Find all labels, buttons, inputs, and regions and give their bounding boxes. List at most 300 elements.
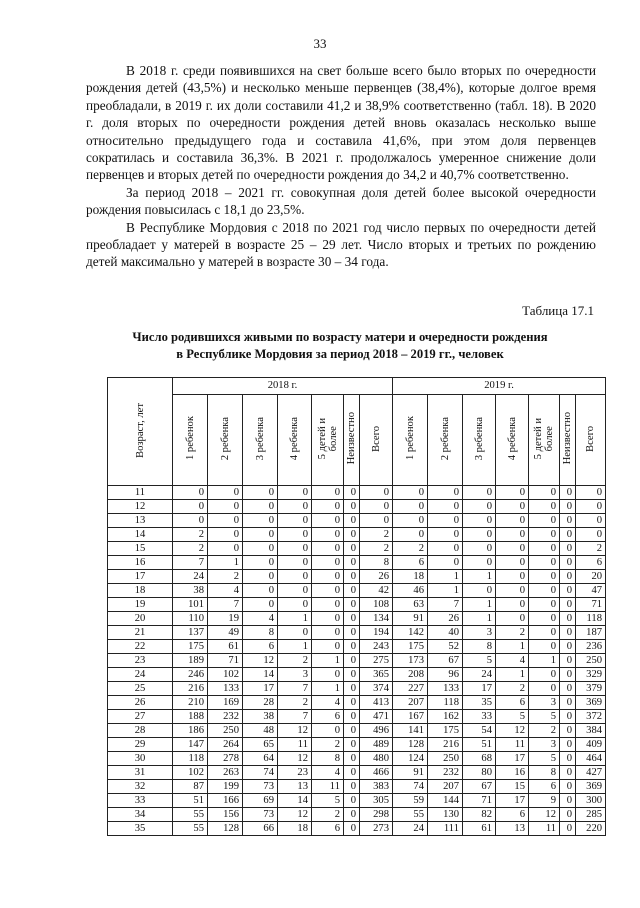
value-cell: 216	[428, 738, 463, 752]
table-row	[108, 500, 606, 514]
value-cell: 73	[243, 780, 278, 794]
value-cell: 49	[208, 626, 243, 640]
value-cell: 1	[312, 682, 344, 696]
value-cell: 250	[576, 654, 606, 668]
value-cell: 7	[278, 710, 312, 724]
value-cell: 0	[529, 542, 560, 556]
table-row	[108, 738, 606, 752]
value-cell: 0	[576, 528, 606, 542]
value-cell: 0	[312, 598, 344, 612]
value-cell: 47	[576, 584, 606, 598]
value-cell: 0	[428, 528, 463, 542]
value-cell: 38	[173, 584, 208, 598]
value-cell: 2	[360, 528, 393, 542]
value-cell: 0	[344, 696, 360, 710]
value-cell: 0	[344, 682, 360, 696]
value-cell: 0	[312, 612, 344, 626]
value-cell: 133	[428, 682, 463, 696]
column-header	[529, 395, 560, 486]
table-row	[108, 542, 606, 556]
value-cell: 0	[173, 500, 208, 514]
value-cell: 1	[529, 654, 560, 668]
value-cell: 379	[576, 682, 606, 696]
value-cell: 0	[344, 584, 360, 598]
value-cell: 0	[243, 570, 278, 584]
value-cell: 71	[208, 654, 243, 668]
value-cell: 0	[463, 528, 496, 542]
age-cell: 27	[108, 710, 173, 724]
value-cell: 0	[393, 514, 428, 528]
value-cell: 232	[428, 766, 463, 780]
value-cell: 305	[360, 794, 393, 808]
column-header-label: Неизвестно	[562, 412, 574, 465]
value-cell: 133	[208, 682, 243, 696]
value-cell: 227	[393, 682, 428, 696]
value-cell: 12	[278, 724, 312, 738]
value-cell: 1	[496, 668, 529, 682]
value-cell: 0	[344, 570, 360, 584]
age-cell: 35	[108, 822, 173, 836]
value-cell: 51	[173, 794, 208, 808]
value-cell: 0	[496, 584, 529, 598]
value-cell: 0	[344, 780, 360, 794]
value-cell: 0	[529, 626, 560, 640]
value-cell: 0	[344, 612, 360, 626]
value-cell: 0	[496, 500, 529, 514]
age-cell: 23	[108, 654, 173, 668]
value-cell: 55	[173, 808, 208, 822]
value-cell: 0	[496, 514, 529, 528]
value-cell: 427	[576, 766, 606, 780]
age-cell: 30	[108, 752, 173, 766]
value-cell: 51	[463, 738, 496, 752]
value-cell: 74	[243, 766, 278, 780]
column-header-label: Всего	[370, 425, 382, 452]
value-cell: 285	[576, 808, 606, 822]
age-cell: 22	[108, 640, 173, 654]
value-cell: 55	[393, 808, 428, 822]
value-cell: 13	[496, 822, 529, 836]
value-cell: 298	[360, 808, 393, 822]
value-cell: 11	[529, 822, 560, 836]
value-cell: 0	[463, 584, 496, 598]
value-cell: 4	[208, 584, 243, 598]
value-cell: 0	[344, 724, 360, 738]
value-cell: 1	[496, 640, 529, 654]
value-cell: 14	[243, 668, 278, 682]
value-cell: 0	[312, 668, 344, 682]
value-cell: 0	[278, 514, 312, 528]
value-cell: 73	[243, 808, 278, 822]
value-cell: 0	[463, 556, 496, 570]
value-cell: 2	[496, 626, 529, 640]
value-cell: 52	[428, 640, 463, 654]
value-cell: 0	[560, 556, 576, 570]
table-row	[108, 822, 606, 836]
value-cell: 74	[393, 780, 428, 794]
value-cell: 0	[463, 486, 496, 500]
value-cell: 0	[529, 668, 560, 682]
age-cell: 26	[108, 696, 173, 710]
value-cell: 42	[360, 584, 393, 598]
value-cell: 0	[312, 514, 344, 528]
table-row	[108, 626, 606, 640]
value-cell: 1	[208, 556, 243, 570]
value-cell: 66	[243, 822, 278, 836]
value-cell: 466	[360, 766, 393, 780]
value-cell: 141	[393, 724, 428, 738]
year-header: 2019 г.	[393, 378, 606, 395]
value-cell: 4	[496, 654, 529, 668]
value-cell: 147	[173, 738, 208, 752]
value-cell: 0	[428, 514, 463, 528]
value-cell: 71	[576, 598, 606, 612]
value-cell: 0	[560, 766, 576, 780]
table-row	[108, 794, 606, 808]
age-cell: 15	[108, 542, 173, 556]
value-cell: 0	[278, 542, 312, 556]
value-cell: 33	[463, 710, 496, 724]
value-cell: 0	[560, 668, 576, 682]
table-caption: Таблица 17.1	[522, 303, 594, 318]
value-cell: 0	[208, 514, 243, 528]
value-cell: 2	[278, 696, 312, 710]
table-column-header-row	[108, 395, 606, 486]
value-cell: 28	[243, 696, 278, 710]
value-cell: 188	[173, 710, 208, 724]
column-header-label: 1 ребенок	[184, 416, 196, 461]
table-row	[108, 598, 606, 612]
value-cell: 0	[496, 598, 529, 612]
value-cell: 0	[496, 542, 529, 556]
value-cell: 59	[393, 794, 428, 808]
value-cell: 0	[344, 752, 360, 766]
value-cell: 6	[529, 780, 560, 794]
value-cell: 0	[463, 514, 496, 528]
value-cell: 2	[208, 570, 243, 584]
year-header: 2018 г.	[173, 378, 393, 395]
value-cell: 0	[463, 500, 496, 514]
age-cell: 29	[108, 738, 173, 752]
value-cell: 69	[243, 794, 278, 808]
value-cell: 26	[428, 612, 463, 626]
value-cell: 0	[560, 752, 576, 766]
value-cell: 0	[560, 486, 576, 500]
age-cell: 21	[108, 626, 173, 640]
table-row	[108, 612, 606, 626]
column-header	[173, 395, 208, 486]
table-year-header-row	[108, 378, 606, 395]
age-cell: 19	[108, 598, 173, 612]
value-cell: 91	[393, 766, 428, 780]
age-cell: 28	[108, 724, 173, 738]
value-cell: 1	[428, 570, 463, 584]
value-cell: 489	[360, 738, 393, 752]
value-cell: 1	[428, 584, 463, 598]
value-cell: 0	[278, 486, 312, 500]
table-row	[108, 724, 606, 738]
value-cell: 0	[344, 626, 360, 640]
value-cell: 0	[560, 612, 576, 626]
value-cell: 0	[344, 794, 360, 808]
column-header-label: 1 ребенок	[404, 416, 416, 461]
value-cell: 0	[560, 570, 576, 584]
value-cell: 7	[428, 598, 463, 612]
value-cell: 0	[576, 500, 606, 514]
value-cell: 0	[312, 584, 344, 598]
age-cell: 34	[108, 808, 173, 822]
value-cell: 0	[312, 542, 344, 556]
value-cell: 102	[173, 766, 208, 780]
column-header-label: 5 детей и более	[533, 417, 556, 460]
value-cell: 0	[529, 514, 560, 528]
value-cell: 0	[312, 570, 344, 584]
value-cell: 118	[428, 696, 463, 710]
table-row	[108, 570, 606, 584]
column-header-label: 3 ребенка	[254, 416, 266, 461]
value-cell: 2	[360, 542, 393, 556]
value-cell: 6	[496, 696, 529, 710]
value-cell: 1	[312, 654, 344, 668]
table-row	[108, 780, 606, 794]
value-cell: 16	[496, 766, 529, 780]
value-cell: 46	[393, 584, 428, 598]
table-row	[108, 528, 606, 542]
value-cell: 186	[173, 724, 208, 738]
value-cell: 0	[529, 570, 560, 584]
value-cell: 0	[560, 738, 576, 752]
value-cell: 0	[243, 486, 278, 500]
age-cell: 11	[108, 486, 173, 500]
value-cell: 243	[360, 640, 393, 654]
value-cell: 0	[344, 808, 360, 822]
value-cell: 374	[360, 682, 393, 696]
value-cell: 207	[428, 780, 463, 794]
body-text	[86, 62, 596, 271]
column-header	[243, 395, 278, 486]
value-cell: 5	[529, 710, 560, 724]
value-cell: 2	[173, 542, 208, 556]
value-cell: 208	[393, 668, 428, 682]
value-cell: 0	[243, 528, 278, 542]
value-cell: 0	[243, 556, 278, 570]
value-cell: 3	[278, 668, 312, 682]
value-cell: 0	[243, 514, 278, 528]
value-cell: 8	[360, 556, 393, 570]
value-cell: 0	[344, 822, 360, 836]
value-cell: 48	[243, 724, 278, 738]
value-cell: 71	[463, 794, 496, 808]
value-cell: 0	[173, 514, 208, 528]
value-cell: 220	[576, 822, 606, 836]
value-cell: 8	[312, 752, 344, 766]
value-cell: 0	[560, 640, 576, 654]
value-cell: 0	[560, 710, 576, 724]
value-cell: 5	[496, 710, 529, 724]
value-cell: 5	[463, 654, 496, 668]
value-cell: 9	[529, 794, 560, 808]
value-cell: 0	[560, 794, 576, 808]
value-cell: 0	[278, 626, 312, 640]
value-cell: 236	[576, 640, 606, 654]
age-cell: 24	[108, 668, 173, 682]
column-header	[463, 395, 496, 486]
value-cell: 2	[312, 738, 344, 752]
value-cell: 273	[360, 822, 393, 836]
value-cell: 0	[529, 500, 560, 514]
value-cell: 0	[344, 710, 360, 724]
value-cell: 0	[344, 598, 360, 612]
value-cell: 0	[560, 696, 576, 710]
value-cell: 110	[173, 612, 208, 626]
value-cell: 1	[278, 640, 312, 654]
age-cell: 32	[108, 780, 173, 794]
value-cell: 102	[208, 668, 243, 682]
value-cell: 0	[529, 682, 560, 696]
value-cell: 0	[344, 542, 360, 556]
value-cell: 0	[560, 598, 576, 612]
value-cell: 18	[393, 570, 428, 584]
value-cell: 12	[278, 808, 312, 822]
value-cell: 173	[393, 654, 428, 668]
page-number: 33	[313, 36, 327, 51]
value-cell: 2	[496, 682, 529, 696]
value-cell: 0	[463, 542, 496, 556]
column-header	[576, 395, 606, 486]
value-cell: 365	[360, 668, 393, 682]
value-cell: 0	[576, 486, 606, 500]
value-cell: 7	[278, 682, 312, 696]
value-cell: 329	[576, 668, 606, 682]
value-cell: 0	[243, 500, 278, 514]
table-row	[108, 710, 606, 724]
value-cell: 264	[208, 738, 243, 752]
value-cell: 130	[428, 808, 463, 822]
column-header	[496, 395, 529, 486]
value-cell: 137	[173, 626, 208, 640]
value-cell: 0	[344, 500, 360, 514]
value-cell: 61	[463, 822, 496, 836]
value-cell: 0	[560, 682, 576, 696]
value-cell: 300	[576, 794, 606, 808]
age-cell: 13	[108, 514, 173, 528]
value-cell: 6	[312, 710, 344, 724]
value-cell: 3	[529, 696, 560, 710]
value-cell: 63	[393, 598, 428, 612]
column-header-label: 2 ребенка	[219, 416, 231, 461]
value-cell: 0	[529, 486, 560, 500]
value-cell: 216	[173, 682, 208, 696]
value-cell: 413	[360, 696, 393, 710]
value-cell: 15	[496, 780, 529, 794]
value-cell: 1	[278, 612, 312, 626]
value-cell: 24	[463, 668, 496, 682]
value-cell: 278	[208, 752, 243, 766]
table-row	[108, 682, 606, 696]
value-cell: 0	[344, 766, 360, 780]
column-header	[312, 395, 344, 486]
table-title-line: в Республике Мордовия за период 2018 – 2019 гг., человек	[176, 347, 504, 361]
value-cell: 464	[576, 752, 606, 766]
value-cell: 0	[243, 584, 278, 598]
value-cell: 0	[496, 486, 529, 500]
value-cell: 480	[360, 752, 393, 766]
value-cell: 232	[208, 710, 243, 724]
value-cell: 8	[529, 766, 560, 780]
value-cell: 87	[173, 780, 208, 794]
value-cell: 4	[312, 766, 344, 780]
value-cell: 24	[173, 570, 208, 584]
value-cell: 1	[463, 612, 496, 626]
value-cell: 0	[278, 528, 312, 542]
column-header	[428, 395, 463, 486]
value-cell: 0	[243, 542, 278, 556]
value-cell: 0	[529, 584, 560, 598]
column-header-label: 4 ребенка	[506, 416, 518, 461]
value-cell: 0	[428, 500, 463, 514]
paragraph: В 2018 г. среди появившихся на свет больше всего было вторых по очередности рождения детей (43,5%) и несколько меньше первенцев (38,4%), которые долгое время преобладали, в 2019 г. их доли составили 41,2 и 38,9% соответственно (табл. 18). В 2020 г. доля вторых по очередности рождения детей вновь оказалась несколько выше относительно предыдущего года и составила 41,6%, при этом доля первенцев сократилась и составила 36,3%. В 2021 г. продолжалось умеренное снижение доли первенцев и вторых детей по очередности рождения до 34,2 и 40,7% соответственно.	[86, 63, 596, 183]
value-cell: 23	[278, 766, 312, 780]
value-cell: 162	[428, 710, 463, 724]
value-cell: 0	[278, 584, 312, 598]
table-row	[108, 668, 606, 682]
value-cell: 0	[529, 598, 560, 612]
age-cell: 16	[108, 556, 173, 570]
table-row	[108, 486, 606, 500]
value-cell: 0	[393, 500, 428, 514]
value-cell: 6	[312, 822, 344, 836]
table-title	[80, 329, 600, 363]
value-cell: 156	[208, 808, 243, 822]
value-cell: 0	[312, 556, 344, 570]
value-cell: 0	[344, 556, 360, 570]
value-cell: 0	[560, 514, 576, 528]
value-cell: 263	[208, 766, 243, 780]
value-cell: 0	[208, 542, 243, 556]
value-cell: 5	[312, 794, 344, 808]
value-cell: 0	[428, 556, 463, 570]
table-row	[108, 584, 606, 598]
value-cell: 80	[463, 766, 496, 780]
value-cell: 96	[428, 668, 463, 682]
age-cell: 14	[108, 528, 173, 542]
age-cell: 20	[108, 612, 173, 626]
value-cell: 40	[428, 626, 463, 640]
value-cell: 6	[243, 640, 278, 654]
value-cell: 11	[278, 738, 312, 752]
value-cell: 0	[393, 486, 428, 500]
value-cell: 0	[360, 500, 393, 514]
value-cell: 142	[393, 626, 428, 640]
value-cell: 8	[243, 626, 278, 640]
value-cell: 0	[208, 500, 243, 514]
value-cell: 0	[529, 612, 560, 626]
value-cell: 0	[312, 528, 344, 542]
column-header-label: 4 ребенка	[289, 416, 300, 461]
value-cell: 20	[576, 570, 606, 584]
value-cell: 6	[393, 556, 428, 570]
value-cell: 12	[243, 654, 278, 668]
value-cell: 1	[463, 570, 496, 584]
value-cell: 118	[173, 752, 208, 766]
value-cell: 372	[576, 710, 606, 724]
value-cell: 19	[208, 612, 243, 626]
table-row	[108, 766, 606, 780]
value-cell: 0	[393, 528, 428, 542]
value-cell: 18	[278, 822, 312, 836]
value-cell: 3	[463, 626, 496, 640]
value-cell: 108	[360, 598, 393, 612]
